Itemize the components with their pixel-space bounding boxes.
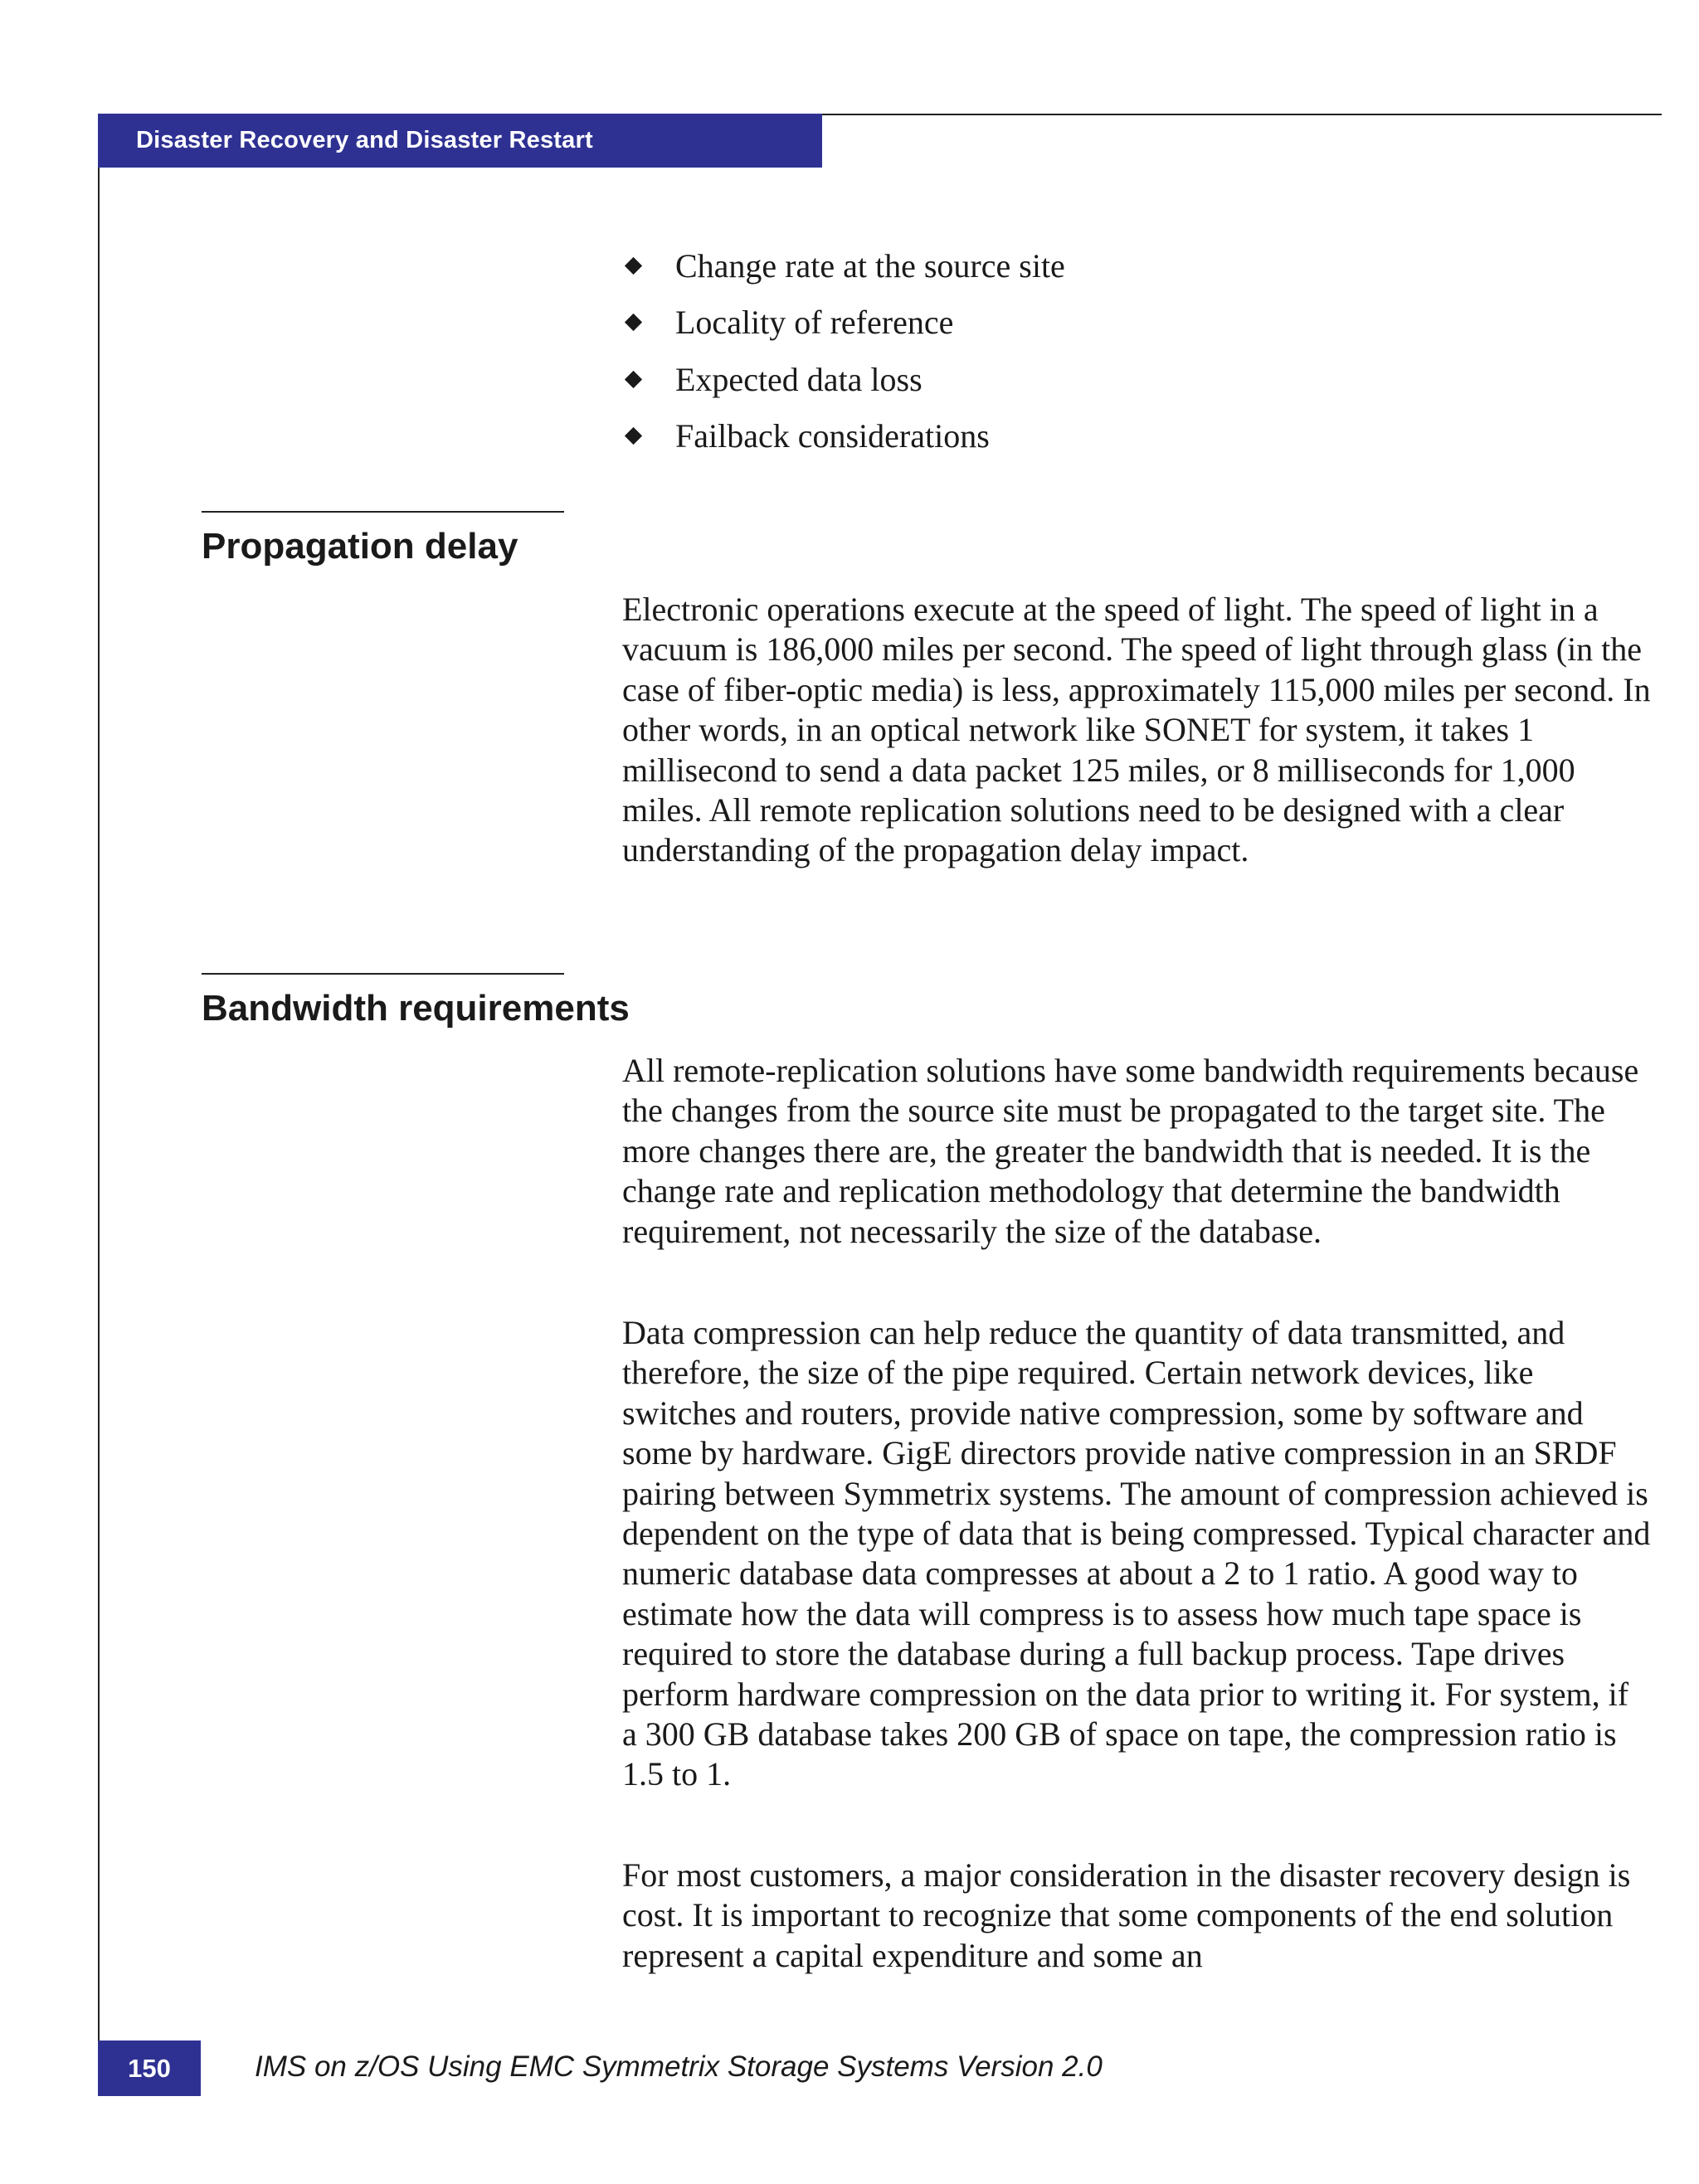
running-header: Disaster Recovery and Disaster Restart <box>98 114 822 168</box>
list-item <box>622 408 1065 465</box>
page-number: 150 <box>98 2041 201 2096</box>
list-item <box>622 237 1065 294</box>
bullet-list <box>622 237 1065 465</box>
diamond-bullet-icon <box>625 257 642 275</box>
paragraph: All remote-replication solutions have some bandwidth requirements because the changes from the source site must be propagated to the target site. The more changes there are, the greater the bandwidth that is needed. It is the change rate and replication methodology that determine the bandwidth requirement, not necessarily the size of the database. <box>622 1052 1639 1250</box>
section-rule <box>202 511 564 513</box>
paragraph: Electronic operations execute at the speed of light. The speed of light in a vacuum is 186,000 miles per second. The speed of light through glass (in the case of fiber-optic media) is less, approximately 115,000 miles per second. In other words, in an optical network like SONET for system, it takes 1 millisecond to send a data packet 125 miles, or 8 milliseconds for 1,000 miles. All remote replication solutions need to be designed with a clear understanding of the propagation delay impact. <box>622 591 1651 869</box>
list-item-text: Expected data loss <box>675 360 923 398</box>
list-item-text: Failback considerations <box>675 417 990 455</box>
section-heading-propagation-delay: Propagation delay <box>202 526 518 567</box>
header-rule <box>821 114 1662 115</box>
list-item <box>622 294 1065 352</box>
diamond-bullet-icon <box>625 427 642 445</box>
paragraph: For most customers, a major consideration in the disaster recovery design is cost. It is important to recognize that some components of the end solution represent a capital expenditure and some an <box>622 1856 1631 1974</box>
section-heading-bandwidth-requirements: Bandwidth requirements <box>202 988 630 1029</box>
list-item-text: Change rate at the source site <box>675 246 1065 285</box>
footer-book-title: IMS on z/OS Using EMC Symmetrix Storage Systems Version 2.0 <box>255 2050 1103 2083</box>
diamond-bullet-icon <box>625 371 642 388</box>
diamond-bullet-icon <box>625 314 642 331</box>
list-item <box>622 351 1065 408</box>
section-rule <box>202 973 564 975</box>
paragraph: Data compression can help reduce the quantity of data transmitted, and therefore, the size of the pipe required. Certain network devices, like switches and routers, provide native compression, some by software and some by hardware. GigE directors provide native compression in an SRDF pairing between Symmetrix systems. The amount of compression achieved is dependent on the type of data that is being compressed. Typical character and numeric database data compresses at about a 2 to 1 ratio. A good way to estimate how the data will compress is to assess how much tape space is required to store the database during a full backup process. Tape drives perform hardware compression on the data prior to writing it. For system, if a 300 GB database takes 200 GB of space on tape, the compression ratio is 1.5 to 1. <box>622 1314 1651 1793</box>
list-item-text: Locality of reference <box>675 304 954 342</box>
left-margin-rule <box>98 168 100 2096</box>
